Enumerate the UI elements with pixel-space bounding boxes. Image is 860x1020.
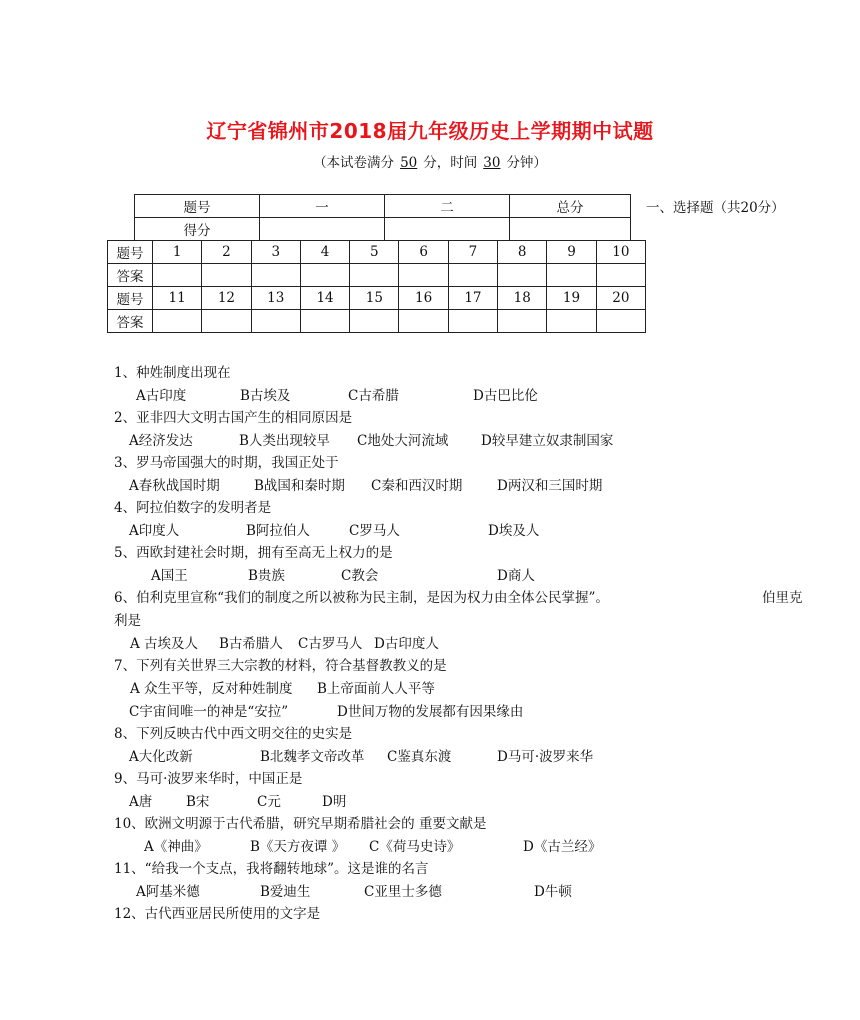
option: B北魏孝文帝改革	[260, 749, 365, 765]
question-number-cell: 6	[399, 241, 448, 264]
option: A古印度	[136, 388, 187, 404]
question-stem: 2、亚非四大文明古国产生的相同原因是	[114, 410, 353, 426]
answer-table-number-row	[108, 241, 646, 264]
question-number-cell: 15	[350, 287, 399, 310]
option: B贵族	[248, 568, 285, 584]
answer-cell[interactable]	[399, 310, 448, 333]
question-stem: 8、下列反映古代中西文明交往的史实是	[114, 726, 353, 742]
option: D两汉和三国时期	[497, 478, 603, 494]
answer-cell[interactable]	[596, 264, 645, 287]
option: B人类出现较早	[239, 433, 330, 449]
answer-label-cell: 答案	[108, 264, 153, 287]
answer-cell[interactable]	[498, 310, 547, 333]
question-stem: 11、“给我一个支点，我将翻转地球”。这是谁的名言	[114, 861, 429, 877]
option: C亚里士多德	[364, 884, 442, 900]
answer-cell[interactable]	[399, 264, 448, 287]
answer-cell[interactable]	[596, 310, 645, 333]
option: D马可·波罗来华	[497, 749, 594, 765]
question-options	[0, 700, 860, 718]
question-number-cell: 4	[300, 241, 349, 264]
option: B《天方夜谭 》	[250, 839, 346, 855]
question-options	[0, 564, 860, 582]
question-number-cell: 13	[251, 287, 300, 310]
answer-table-answer-row	[108, 310, 646, 333]
time-value: 30	[483, 155, 501, 171]
option: D商人	[497, 568, 535, 584]
option: A印度人	[129, 523, 180, 539]
question-stem: 1、种姓制度出现在	[114, 365, 231, 381]
answer-label-cell: 题号	[108, 287, 153, 310]
question-stem: 3、罗马帝国强大的时期，我国正处于	[114, 455, 339, 471]
question-number-cell: 20	[596, 287, 645, 310]
answer-cell[interactable]	[202, 310, 251, 333]
answer-cell[interactable]	[153, 310, 202, 333]
question-number-cell: 9	[547, 241, 596, 264]
question-number-cell: 19	[547, 287, 596, 310]
question-options	[0, 880, 860, 898]
option: D埃及人	[488, 523, 540, 539]
answer-cell[interactable]	[350, 264, 399, 287]
full-score-value: 50	[400, 155, 418, 171]
answer-cell[interactable]	[498, 264, 547, 287]
option: C《荷马史诗》	[369, 839, 461, 855]
question-stem: 7、下列有关世界三大宗教的材料，符合基督教教义的是	[114, 658, 447, 674]
question-number-cell: 2	[202, 241, 251, 264]
score-cell[interactable]	[260, 218, 385, 241]
score-label-cell: 得分	[135, 218, 260, 241]
answer-cell[interactable]	[153, 264, 202, 287]
option: C宇宙间唯一的神是“安拉”	[129, 704, 289, 720]
option: C罗马人	[349, 523, 400, 539]
option: A大化改新	[129, 749, 193, 765]
option: B爱迪生	[260, 884, 311, 900]
question-options	[0, 677, 860, 695]
option: B古埃及	[240, 388, 291, 404]
answer-cell[interactable]	[202, 264, 251, 287]
answer-cell[interactable]	[350, 310, 399, 333]
option: A国王	[151, 568, 188, 584]
option: A经济发达	[129, 433, 193, 449]
option: A阿基米德	[136, 884, 200, 900]
score-table	[134, 194, 631, 241]
subtitle-prefix: （本试卷满分	[313, 155, 395, 171]
option: B古希腊人	[219, 636, 283, 652]
question-stem-tail: 伯里克	[762, 590, 803, 606]
option: B上帝面前人人平等	[317, 681, 435, 697]
question-options	[0, 519, 860, 537]
option: A 众生平等，反对种姓制度	[130, 681, 293, 697]
exam-subtitle	[0, 151, 860, 171]
option: D古印度人	[374, 636, 439, 652]
question-number-cell: 12	[202, 287, 251, 310]
score-cell[interactable]	[385, 218, 510, 241]
exam-title: 辽宁省锦州市2018届九年级历史上学期期中试题	[206, 119, 654, 143]
answer-cell[interactable]	[448, 310, 497, 333]
option: A唐	[129, 794, 153, 810]
question-options	[0, 835, 860, 853]
score-header-cell: 总分	[510, 195, 631, 218]
answer-cell[interactable]	[251, 264, 300, 287]
score-cell[interactable]	[510, 218, 631, 241]
option: D较早建立奴隶制国家	[481, 433, 614, 449]
option: C元	[257, 794, 281, 810]
question-number-cell: 1	[153, 241, 202, 264]
answer-table	[107, 240, 646, 333]
section-heading: 一、选择题（共20分）	[646, 200, 785, 216]
question-number-cell: 16	[399, 287, 448, 310]
answer-table-number-row	[108, 287, 646, 310]
question-number-cell: 8	[498, 241, 547, 264]
question-number-cell: 10	[596, 241, 645, 264]
subtitle-suffix: 分钟）	[506, 155, 547, 171]
score-table-score-row	[135, 218, 631, 241]
question-number-cell: 11	[153, 287, 202, 310]
answer-cell[interactable]	[300, 264, 349, 287]
question-stem: 4、阿拉伯数字的发明者是	[114, 500, 272, 516]
question-stem: 9、马可·波罗来华时，中国正是	[114, 771, 303, 787]
question-options	[0, 632, 860, 650]
answer-cell[interactable]	[547, 264, 596, 287]
option: C教会	[341, 568, 379, 584]
option: D《古兰经》	[523, 839, 602, 855]
option: D世间万物的发展都有因果缘由	[337, 704, 524, 720]
question-options	[0, 745, 860, 763]
option: C地处大河流域	[357, 433, 449, 449]
option: B战国和秦时期	[254, 478, 345, 494]
option: C古希腊	[348, 388, 399, 404]
question-stem: 6、伯利克里宣称“我们的制度之所以被称为民主制，是因为权力由全体公民掌握”。	[114, 590, 609, 606]
score-header-cell: 二	[385, 195, 510, 218]
question-number-cell: 18	[498, 287, 547, 310]
question-stem: 12、古代西亚居民所使用的文字是	[114, 906, 321, 922]
option: A春秋战国时期	[129, 478, 220, 494]
answer-cell[interactable]	[547, 310, 596, 333]
question-options	[0, 474, 860, 492]
question-number-cell: 5	[350, 241, 399, 264]
answer-label-cell: 答案	[108, 310, 153, 333]
answer-cell[interactable]	[251, 310, 300, 333]
question-number-cell: 3	[251, 241, 300, 264]
question-stem-line2: 利是	[114, 613, 141, 629]
option: D明	[322, 794, 347, 810]
answer-cell[interactable]	[448, 264, 497, 287]
question-number-cell: 14	[300, 287, 349, 310]
question-stem: 10、欧洲文明源于古代希腊，研究早期希腊社会的 重要文献是	[114, 816, 487, 832]
question-options	[0, 790, 860, 808]
option: A 古埃及人	[130, 636, 199, 652]
question-stem: 5、西欧封建社会时期，拥有至高无上权力的是	[114, 545, 393, 561]
question-number-cell: 17	[448, 287, 497, 310]
score-table-header-row	[135, 195, 631, 218]
option: C鉴真东渡	[387, 749, 452, 765]
option: C古罗马人	[298, 636, 363, 652]
option: D古巴比伦	[473, 388, 538, 404]
option: C秦和西汉时期	[371, 478, 463, 494]
question-options	[0, 429, 860, 447]
subtitle-mid: 分，时间	[423, 155, 478, 171]
option: B宋	[186, 794, 210, 810]
answer-table-answer-row	[108, 264, 646, 287]
score-header-cell: 一	[260, 195, 385, 218]
answer-cell[interactable]	[300, 310, 349, 333]
option: A《神曲》	[144, 839, 208, 855]
answer-label-cell: 题号	[108, 241, 153, 264]
question-options	[0, 384, 860, 402]
score-header-cell: 题号	[135, 195, 260, 218]
option: B阿拉伯人	[246, 523, 310, 539]
question-number-cell: 7	[448, 241, 497, 264]
option: D牛顿	[534, 884, 572, 900]
